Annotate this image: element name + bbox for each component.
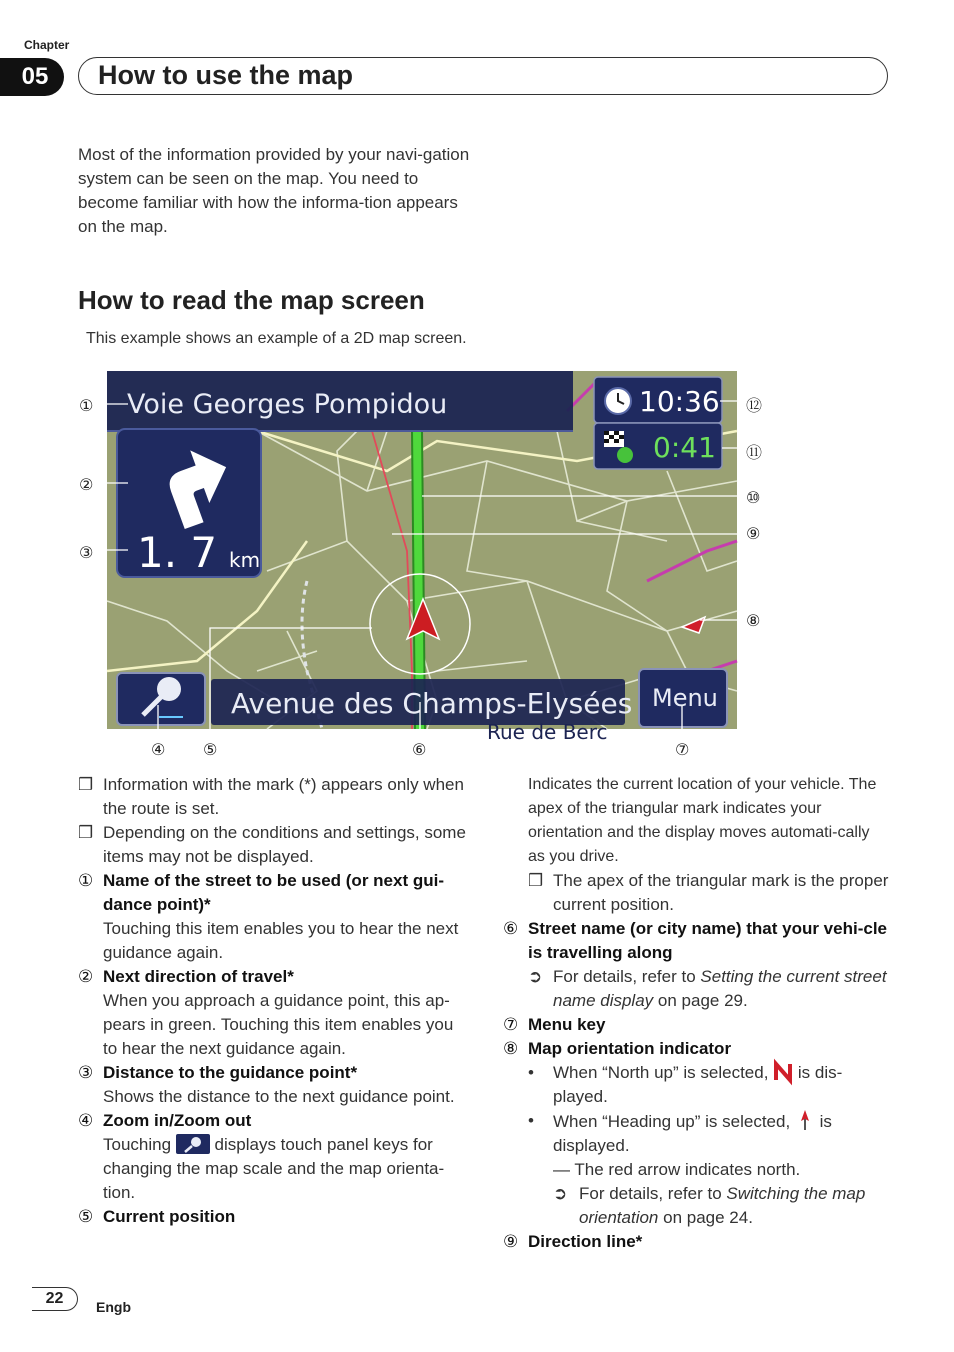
right-column xyxy=(503,773,889,1254)
callout-6: ⑥ xyxy=(412,742,427,759)
legend-item-5-title: ⑤ Current position xyxy=(78,1207,236,1226)
legend-item-7-title: ⑦ Menu key xyxy=(503,1015,606,1034)
language-code: Engb xyxy=(96,1299,131,1315)
legend-item-2-desc: When you approach a guidance point, this ap-pears in green. Touching this item enables you to hear the next guidance again. xyxy=(103,991,454,1058)
intro-paragraph: Most of the information provided by your navi-gation system can be seen on the map. You need to become familiar with how the informa-tion appears on the map. xyxy=(78,145,470,236)
note-item: ❒ Information with the mark (*) appears only when the route is set. xyxy=(78,775,464,818)
legend-item-3-desc: Shows the distance to the next guidance point. xyxy=(103,1087,455,1106)
callout-7: ⑦ xyxy=(675,742,690,759)
legend-item-3-title: ③ Distance to the guidance point* xyxy=(78,1063,358,1082)
chapter-title: How to use the map xyxy=(98,60,354,90)
map-partial-street: Rue de Berc xyxy=(487,720,608,744)
page-number: 22 xyxy=(32,1287,78,1311)
legend-item-1-title: ① Name of the street to be used (or next gui-dance point)* xyxy=(78,871,444,914)
zoom-key-icon xyxy=(176,1134,210,1154)
callout-4: ④ xyxy=(151,742,166,759)
legend-item-8-ref: ➲ For details, refer to Switching the map orientation on page 24. xyxy=(553,1184,866,1227)
map-remaining-time: 0:41 xyxy=(653,431,716,464)
legend-item-4-title: ④ Zoom in/Zoom out xyxy=(78,1111,252,1130)
callout-9: ⑨ xyxy=(746,526,761,543)
legend-item-5-note: ❒ The apex of the triangular mark is the proper current position. xyxy=(528,871,889,914)
example-note: This example shows an example of a 2D map screen. xyxy=(86,330,467,347)
callout-5: ⑤ xyxy=(203,742,218,759)
legend-item-2-title: ② Next direction of travel* xyxy=(78,967,294,986)
page-ref-link[interactable]: Setting the current street name display xyxy=(553,967,887,1010)
legend-item-6-title: ⑥ Street name (or city name) that your vehi-cle is travelling along xyxy=(503,919,887,962)
callout-2: ② xyxy=(79,477,94,494)
callout-8: ⑧ xyxy=(746,613,761,630)
callout-12: ⑫ xyxy=(746,398,763,415)
heading-up-icon xyxy=(795,1109,815,1131)
legend-item-9-title: ⑨ Direction line* xyxy=(503,1232,643,1251)
left-column xyxy=(78,773,466,1229)
legend-item-5-desc: Indicates the current location of your vehicle. The apex of the triangular mark indicates your orientation and the display moves automati-cally as you drive. xyxy=(528,776,877,865)
legend-item-8-dash: — The red arrow indicates north. xyxy=(553,1160,801,1179)
map-clock: 10:36 xyxy=(639,385,720,418)
callout-10: ⑩ xyxy=(746,490,761,507)
map-distance-value: 1. 7 xyxy=(137,528,218,577)
north-up-icon xyxy=(773,1062,793,1082)
callout-1: ① xyxy=(79,398,94,415)
page-ref-link[interactable]: Switching the map orientation xyxy=(579,1184,866,1227)
callout-11: ⑪ xyxy=(746,445,763,462)
map-next-street: Voie Georges Pompidou xyxy=(127,389,448,420)
note-item: ❒ Depending on the conditions and settings, some items may not be displayed. xyxy=(78,823,466,866)
legend-item-8-bullet-1: • When “North up” is selected, is dis-played. xyxy=(528,1063,843,1106)
callout-3: ③ xyxy=(79,545,94,562)
legend-item-6-ref: ➲ For details, refer to Setting the current street name display on page 29. xyxy=(528,967,887,1010)
map-current-street: Avenue des Champs-Elysées xyxy=(231,687,633,720)
legend-item-8-title: ⑧ Map orientation indicator xyxy=(503,1039,732,1058)
map-distance-unit: km xyxy=(229,548,261,572)
chapter-number: 05 xyxy=(0,58,64,96)
chapter-label: Chapter xyxy=(24,38,70,52)
legend-item-4-desc: Touching displays touch panel keys for changing the map scale and the map orienta-tion. xyxy=(103,1135,445,1202)
map-menu-key: Menu xyxy=(652,684,718,712)
section-title: How to read the map screen xyxy=(78,285,425,315)
legend-item-1-desc: Touching this item enables you to hear the next guidance again. xyxy=(103,919,459,962)
legend-item-8-bullet-2: • When “Heading up” is selected, is displayed. xyxy=(528,1111,832,1155)
